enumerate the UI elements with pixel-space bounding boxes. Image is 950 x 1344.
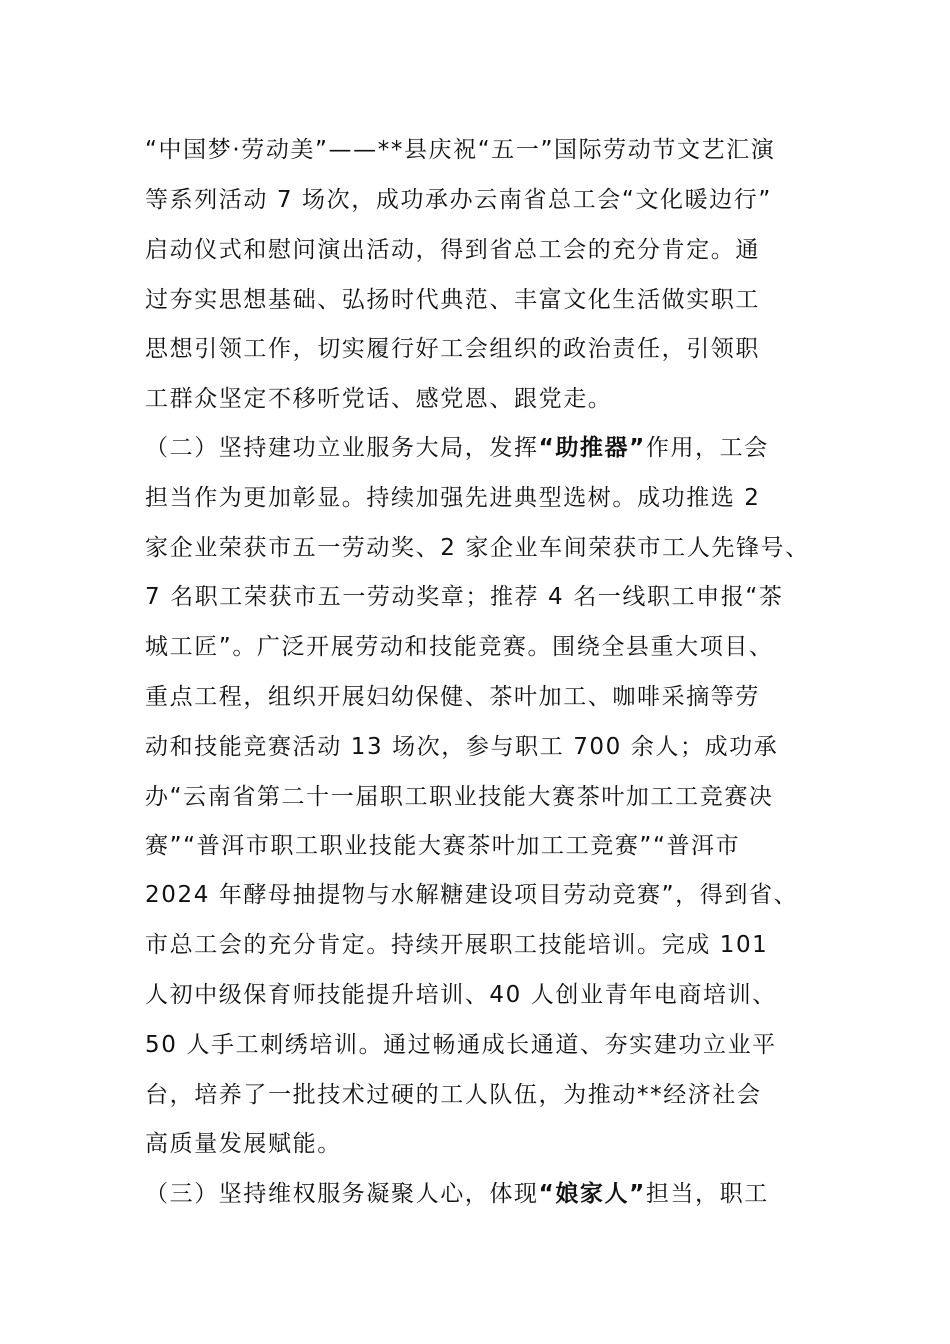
body-line: 7 名职工荣获市五一劳动奖章；推荐 4 名一线职工申报“茶 <box>145 584 784 610</box>
body-line: 担当作为更加彰显。持续加强先进典型选树。成功推选 2 <box>145 485 761 511</box>
body-line: 高质量发展赋能。 <box>145 1131 342 1157</box>
heading-text: 作用，工会 <box>645 435 769 461</box>
body-line: 家企业荣获市五一劳动奖、2 家企业车间荣获市工人先锋号、 <box>145 535 810 561</box>
body-line: 动和技能竞赛活动 13 场次，参与职工 700 余人；成功承 <box>145 734 779 760</box>
heading-text: （二）坚持建功立业服务大局，发挥 <box>145 435 539 461</box>
body-line: 思想引领工作，切实履行好工会组织的政治责任，引领职 <box>145 336 760 362</box>
body-line: 等系列活动 7 场次，成功承办云南省总工会“文化暖边行” <box>145 187 772 213</box>
body-line: 市总工会的充分肯定。持续开展职工技能培训。完成 101 <box>145 932 769 958</box>
body-line: 工群众坚定不移听党话、感党恩、跟党走。 <box>145 386 613 412</box>
body-line: 人初中级保育师技能提升培训、40 人创业青年电商培训、 <box>145 982 777 1008</box>
body-line: 办“云南省第二十一届职工职业技能大赛茶叶加工工竞赛决 <box>145 784 774 810</box>
body-line: 台，培养了一批技术过硬的工人队伍，为推动**经济社会 <box>145 1082 762 1108</box>
body-line: 2024 年酵母抽提物与水解糖建设项目劳动竞赛”，得到省、 <box>145 882 799 908</box>
body-line: 50 人手工刺绣培训。通过畅通成长通道、夯实建功立业平 <box>145 1032 777 1058</box>
heading-text: （三）坚持维权服务凝聚人心，体现 <box>145 1181 539 1207</box>
section-heading-3 <box>145 1180 769 1208</box>
body-line: 过夯实思想基础、弘扬时代典范、丰富文化生活做实职工 <box>145 287 760 313</box>
body-line: 城工匠”。广泛开展劳动和技能竞赛。围绕全县重大项目、 <box>145 634 774 660</box>
body-line: 赛”“普洱市职工职业技能大赛茶叶加工工竞赛”“普洱市 <box>145 833 741 859</box>
body-line: 启动仪式和慰问演出活动，得到省总工会的充分肯定。通 <box>145 237 760 263</box>
heading-quote: “娘家人” <box>538 1181 646 1207</box>
body-line: 重点工程，组织开展妇幼保健、茶叶加工、咖啡采摘等劳 <box>145 684 760 710</box>
heading-text: 担当，职工 <box>645 1181 769 1207</box>
section-heading-2 <box>145 434 769 462</box>
body-line: “中国梦·劳动美”——**县庆祝“五一”国际劳动节文艺汇演 <box>145 137 776 163</box>
heading-quote: “助推器” <box>538 435 646 461</box>
